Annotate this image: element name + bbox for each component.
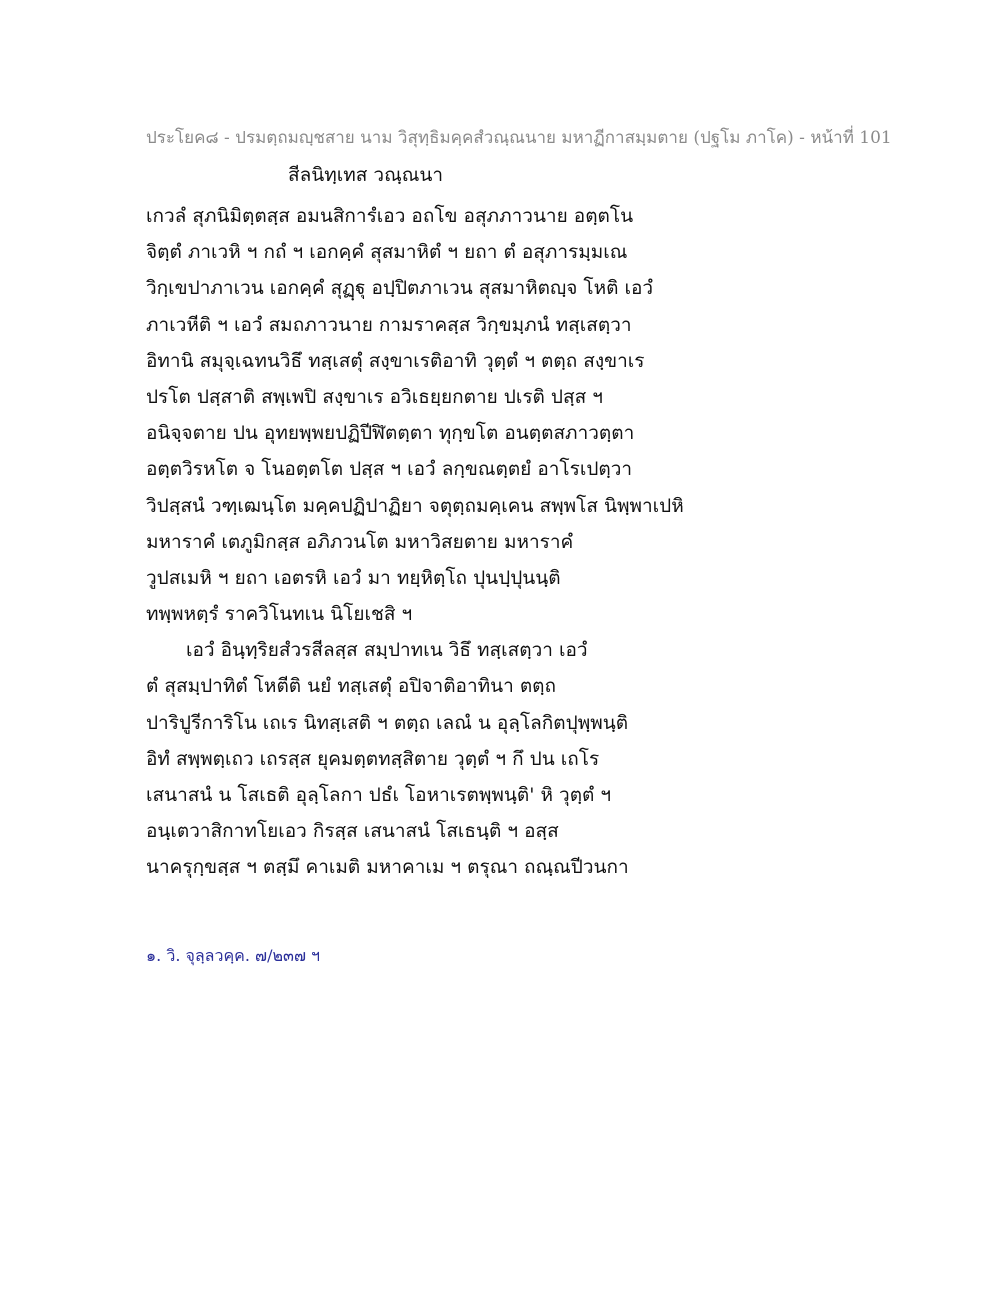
text-line: อิทานิ สมุจฺเฉทนวิธึ ทสฺเสตุํ สงฺขาเรติอาทิ วุตฺตํ ฯ ตตฺถ สงฺขาเร xyxy=(146,349,645,372)
text-line: วิปสฺสนํ วฑฺเฒนฺโต มคฺคปฏิปาฏิยา จตุตฺถมคฺเคน สพฺพโส นิพฺพาเปหิ xyxy=(146,494,684,517)
text-line: วูปสเมหิ ฯ ยถา เอตรหิ เอวํ มา ทยฺหิตฺโถ ปุนปฺปุนนฺติ xyxy=(146,566,561,589)
text-line: จิตฺตํ ภาเวหิ ฯ กถํ ฯ เอกคฺคํ สุสมาหิตํ ฯ ยถา ตํ อสุภารมฺมเณ xyxy=(146,241,628,264)
text-line: เกวลํ สุภนิมิตฺตสฺส อมนสิการํเอว อถโข อสุภภาวนาย อตฺตโน xyxy=(146,205,634,227)
text-line: อิทํ สพฺพตฺเถว เถรสฺส ยุคมตฺตทสฺสิตาย วุตฺตํ ฯ กึ ปน เถโร xyxy=(146,747,600,770)
section-title: สีลนิทฺเทส วณฺณนา xyxy=(288,164,443,186)
text-line: ปาริปูรีการิโน เถเร นิทสฺเสติ ฯ ตตฺถ เลณํ น อุลฺโลกิตปุพฺพนฺติ xyxy=(146,711,629,734)
text-line: วิกฺเขปาภาเวน เอกคฺคํ สุฏฺฐุ อปฺปิตภาเวน สุสมาหิตญฺจ โหติ เอวํ xyxy=(146,277,654,300)
text-line-paragraph-start: เอวํ อินฺทฺริยสํวรสีลสฺส สมฺปาทเน วิธึ ทสฺเสตฺวา เอวํ xyxy=(186,639,588,662)
text-line: มหาราคํ เตภูมิกสฺส อภิภวนโต มหาวิสยตาย มหาราคํ xyxy=(146,530,574,553)
text-line: อนิจฺจตาย ปน อุทยพฺพยปฏิปีฬิตตฺตา ทุกฺขโต อนตฺตสภาวตฺตา xyxy=(146,422,635,445)
text-line: ตํ สุสมฺปาทิตํ โหตีติ นยํ ทสฺเสตุํ อปิจาติอาทินา ตตฺถ xyxy=(146,675,557,698)
text-line: ปรโต ปสฺสาติ สพฺเพปิ สงฺขาเร อวิเธยฺยกตาย ปเรติ ปสฺส ฯ xyxy=(146,385,603,408)
text-line: เสนาสนํ น โสเธติ อุลฺโลกา ปธํเ โอหาเรตพฺพนฺติ' หิ วุตฺตํ ฯ xyxy=(146,784,612,806)
page-header: ประโยค๘ - ปรมตฺถมญฺชสาย นาม วิสุทฺธิมคฺคสํวณฺณนาย มหาฏีกาสมฺมตาย (ปฐโม ภาโค) - หน้าที่ 101 xyxy=(146,128,892,148)
text-line: นาครุกฺขสฺส ฯ ตสฺมึ คาเมติ มหาคาเม ฯ ตรุณา ถณฺณปีวนกา xyxy=(146,856,629,879)
body-text xyxy=(146,198,866,886)
text-line: อตฺตวิรหโต จ โนอตฺตโต ปสฺส ฯ เอวํ ลกฺขณตฺตยํ อาโรเปตฺวา xyxy=(146,458,633,481)
text-line: ภาเวหีติ ฯ เอวํ สมถภาวนาย กามราคสฺส วิกฺขมฺภนํ ทสฺเสตฺวา xyxy=(146,313,632,336)
footnote: ๑. วิ. จุลฺลวคฺค. ๗/๒๓๗ ฯ xyxy=(146,946,321,965)
text-line: ทพฺพหตฺรํ ราควิโนทเน นิโยเชสิ ฯ xyxy=(146,603,413,626)
text-line: อนฺเตวาสิกาทโยเอว กิรสฺส เสนาสนํ โสเธนฺติ ฯ อสฺส xyxy=(146,820,559,843)
